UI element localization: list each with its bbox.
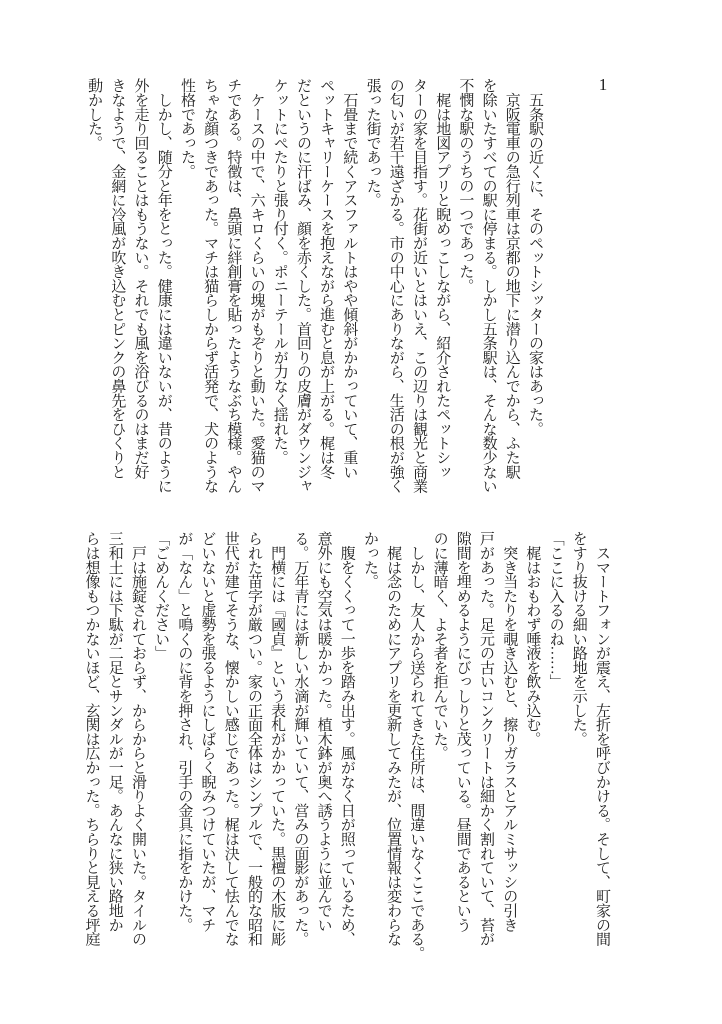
text-line: のに薄暗く、よそ者を拒んでいた。 — [431, 531, 448, 760]
text-line: 梶はおもわず唾液を飲み込む。 — [524, 531, 541, 746]
text-line: ちゃな顔つきであった。マチは猫らしからず活発で、犬のような — [202, 78, 219, 493]
text-line: を除いたすべての駅に停まる。しかし五条駅は、そんな数少ない — [480, 78, 497, 493]
text-line: をすり抜ける細い路地を示した。 — [570, 531, 587, 746]
text-line: 突き当たりを覗き込むと、擦りガラスとアルミサッシの引き — [501, 531, 518, 932]
text-line: 動かした。 — [86, 78, 103, 150]
text-block-opening — [82, 78, 546, 493]
text-line: 外を走り回ることはもうない。それでも風を浴びるのはまだ好 — [132, 78, 149, 479]
text-line: ケットにぺたりと張り付く。ポニーテールが力なく揺れた。 — [271, 78, 288, 465]
text-line: 「ここに入るのね……」 — [547, 531, 564, 689]
text-line: 梶は地図アプリと睨めっこしながら、紹介されたペットシッ — [434, 78, 451, 479]
text-line: の匂いが若干遠ざかる。市の中心にありながら、生活の根が強く — [387, 78, 404, 493]
text-line: 不憫な駅のうちの一つであった。 — [457, 78, 474, 293]
text-line: が「なん」と鳴くのに背を押され、引手の金具に指をかけた。 — [176, 531, 193, 932]
text-line: ペットキャリーケースを抱えながら進むと息が上がる。梶は冬 — [318, 78, 335, 479]
text-line: らは想像もつかないほど、玄関は広かった。ちらりと見える坪庭 — [83, 531, 100, 946]
text-line: 「ごめんください」 — [153, 531, 170, 660]
text-line: かった。 — [361, 531, 378, 589]
text-line: だというのに汗ばみ、顔を赤くした。首回りの皮膚がダウンジャ — [294, 78, 311, 493]
text-line: しかし、友人から送られてきた住所は、間違いなくここである。 — [408, 531, 425, 961]
text-block-alley — [79, 531, 613, 960]
text-line: る。万年青には新しい水滴が輝いていて、営みの面影があった。 — [292, 531, 309, 946]
text-line: チである。特徴は、鼻頭に絆創膏を貼ったようなぶち模様。やん — [225, 78, 242, 493]
text-line: 石畳まで続くアスファルトはやや傾斜がかかっていて、重い — [341, 78, 358, 479]
text-line: 戸があった。足元の古いコンクリートは細かく割れていて、苔が — [477, 531, 494, 946]
text-line: 性格であった。 — [178, 78, 195, 179]
text-line: 門横には『國貞』という表札がかかっていた。黒檀の木版に彫 — [269, 531, 286, 946]
text-line: 戸は施錠されておらず、からからと滑りよく開いた。タイルの — [129, 531, 146, 946]
text-line: どいないと虚勢を張るようにしばらく睨みつけていたが、マチ — [199, 531, 216, 932]
text-line: きなようで、金網に冷風が吹き込むとピンクの鼻先をひくりと — [109, 78, 126, 479]
text-line: ケースの中で、六キロくらいの塊がもぞりと動いた。愛猫のマ — [248, 78, 265, 493]
text-line: 五条駅の近くに、そのペットシッターの家はあった。 — [527, 78, 543, 436]
text-line: 隙間を埋めるようにびっしりと茂っている。昼間であるという — [454, 531, 471, 932]
text-line: しかし、随分と年をとった。健康には違いないが、昔のように — [155, 78, 172, 493]
text-line: 三和土には下駄が二足とサンダルが一足。あんなに狭い路地か — [106, 531, 123, 932]
text-line: 張った街であった。 — [364, 78, 381, 207]
text-line: 京阪電車の急行列車は京都の地下に潜り込んでから、ふた駅 — [503, 78, 520, 479]
text-line: られた苗字が厳つい。家の正面全体はシンプルで、一般的な昭和 — [245, 531, 262, 946]
text-line: 世代が建てそうな、懐かしい感じであった。梶は決して怯んでな — [222, 531, 239, 946]
text-line: 梶は念のためにアプリを更新してみたが、位置情報は変わらな — [385, 531, 402, 946]
text-line: 腹をくくって一歩を踏み出す。風がなく日が照っているため、 — [338, 531, 355, 946]
text-line: 意外にも空気は暖かかった。植木鉢が奥へ誘うように並んでい — [315, 531, 332, 932]
text-line: スマートフォンが震え、左折を呼びかける。そして、町家の間 — [594, 531, 610, 946]
page-number: 1 — [598, 75, 608, 94]
text-line: ターの家を目指す。花街が近いとはいえ、この辺りは観光と商業 — [410, 78, 427, 493]
